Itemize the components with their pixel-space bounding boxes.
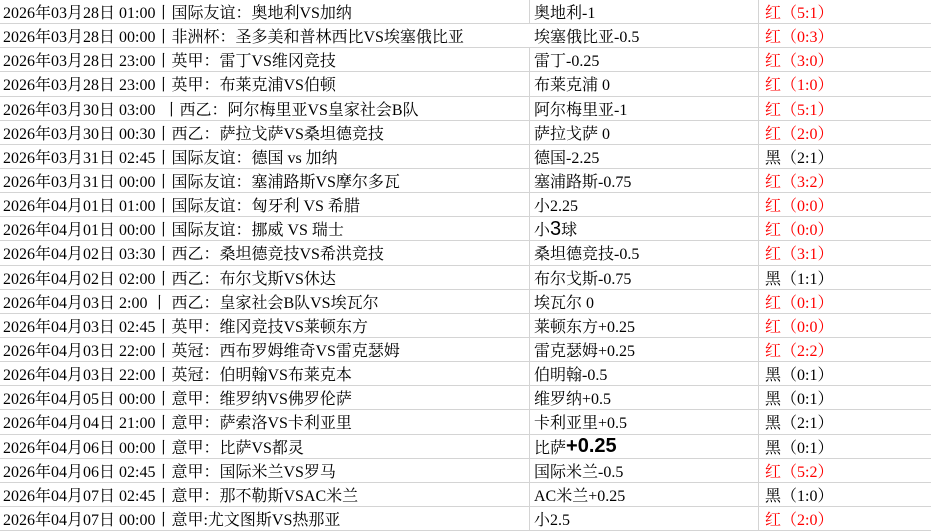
match-cell[interactable]: 2026年03月28日 00:00丨非洲杯：圣多美和普林西比VS埃塞俄比亚	[3, 29, 464, 47]
result-cell[interactable]: 红（0:0）	[765, 222, 834, 240]
table-row	[0, 338, 931, 362]
handicap-cell[interactable]: 布莱克浦 0	[534, 77, 611, 95]
handicap-cell[interactable]: 小2.5	[534, 512, 571, 530]
column-divider	[529, 241, 530, 264]
match-cell[interactable]: 2026年04月06日 02:45丨意甲：国际米兰VS罗马	[3, 463, 336, 481]
column-divider	[758, 410, 759, 433]
column-divider	[758, 145, 759, 168]
match-cell[interactable]: 2026年04月07日 00:00丨意甲:尤文图斯VS热那亚	[3, 512, 341, 530]
column-divider	[529, 48, 530, 71]
column-divider	[529, 338, 530, 361]
column-divider	[758, 121, 759, 144]
column-divider	[529, 0, 530, 23]
table-row	[0, 290, 931, 314]
column-divider	[529, 290, 530, 313]
match-cell[interactable]: 2026年04月01日 01:00丨国际友谊：匈牙利 VS 希腊	[3, 198, 360, 216]
handicap-cell[interactable]: 桑坦德竞技-0.5	[534, 246, 640, 264]
column-divider	[758, 24, 759, 47]
column-divider	[758, 266, 759, 289]
match-cell[interactable]: 2026年04月03日 02:45丨英甲：维冈竞技VS莱顿东方	[3, 318, 368, 336]
column-divider	[758, 97, 759, 120]
column-divider	[529, 97, 530, 120]
match-cell[interactable]: 2026年03月28日 23:00丨英甲：布莱克浦VS伯顿	[3, 77, 336, 95]
result-cell[interactable]: 红（3:2）	[765, 174, 834, 192]
handicap-cell[interactable]: 德国-2.25	[534, 149, 600, 167]
table-row	[0, 0, 931, 24]
table-row	[0, 121, 931, 145]
column-divider	[529, 314, 530, 337]
handicap-emphasis: 3	[550, 217, 562, 240]
column-divider	[758, 0, 759, 23]
match-cell[interactable]: 2026年03月30日 03:00 丨西乙：阿尔梅里亚VS皇家社会B队	[3, 101, 419, 119]
handicap-cell[interactable]: 国际米兰-0.5	[534, 463, 624, 481]
result-cell[interactable]: 黑（2:1）	[765, 149, 834, 167]
column-divider	[529, 410, 530, 433]
handicap-emphasis: +0.25	[566, 435, 617, 458]
result-cell[interactable]: 红（0:3）	[765, 29, 834, 47]
result-cell[interactable]: 红（5:1）	[765, 101, 834, 119]
column-divider	[758, 459, 759, 482]
result-cell[interactable]: 黑（2:1）	[765, 415, 834, 433]
column-divider	[758, 48, 759, 71]
table-row	[0, 193, 931, 217]
match-cell[interactable]: 2026年04月07日 02:45丨意甲：那不勒斯VSAC米兰	[3, 487, 359, 505]
table-row	[0, 48, 931, 72]
table-row	[0, 72, 931, 96]
table-row	[0, 483, 931, 507]
column-divider	[529, 193, 530, 216]
handicap-cell[interactable]: 伯明翰-0.5	[534, 367, 608, 385]
table-row	[0, 241, 931, 265]
table-row	[0, 145, 931, 169]
table-row	[0, 266, 931, 290]
column-divider	[529, 145, 530, 168]
match-cell[interactable]: 2026年04月02日 02:00丨西乙：布尔戈斯VS休达	[3, 270, 336, 288]
column-divider	[758, 217, 759, 240]
handicap-cell[interactable]: 雷丁-0.25	[534, 53, 600, 71]
result-cell[interactable]: 红（0:0）	[765, 198, 834, 216]
result-cell[interactable]: 黑（0:1）	[765, 439, 834, 457]
match-cell[interactable]: 2026年04月05日 00:00丨意甲：维罗纳VS佛罗伦萨	[3, 391, 352, 409]
result-cell[interactable]: 红（5:2）	[765, 463, 834, 481]
table-row	[0, 435, 931, 459]
column-divider	[529, 386, 530, 409]
result-cell[interactable]: 黑（1:0）	[765, 487, 834, 505]
handicap-cell[interactable]: 埃瓦尔 0	[534, 294, 595, 312]
column-divider	[529, 507, 530, 530]
result-cell[interactable]: 黑（0:1）	[765, 391, 834, 409]
handicap-cell[interactable]: 比萨 +0.25	[534, 435, 617, 458]
column-divider	[758, 169, 759, 192]
table-row	[0, 362, 931, 386]
match-cell[interactable]: 2026年04月03日 22:00丨英冠：西布罗姆维奇VS雷克瑟姆	[3, 343, 400, 361]
column-divider	[758, 386, 759, 409]
column-divider	[529, 217, 530, 240]
handicap-cell[interactable]: AC米兰+0.25	[534, 487, 626, 505]
handicap-cell[interactable]: 奥地利-1	[534, 5, 596, 23]
column-divider	[529, 121, 530, 144]
column-divider	[758, 507, 759, 530]
handicap-cell[interactable]: 萨拉戈萨 0	[534, 125, 611, 143]
result-cell[interactable]: 红（2:0）	[765, 512, 834, 530]
match-cell[interactable]: 2026年04月06日 00:00丨意甲：比萨VS都灵	[3, 439, 304, 457]
handicap-cell[interactable]: 雷克瑟姆+0.25	[534, 343, 636, 361]
match-cell[interactable]: 2026年04月03日 2:00 丨 西乙：皇家社会B队VS埃瓦尔	[3, 294, 379, 312]
column-divider	[529, 169, 530, 192]
match-cell[interactable]: 2026年04月01日 00:00丨国际友谊：挪威 VS 瑞士	[3, 222, 344, 240]
handicap-cell[interactable]: 莱顿东方+0.25	[534, 318, 636, 336]
column-divider	[758, 241, 759, 264]
table-row	[0, 410, 931, 434]
result-cell[interactable]: 黑（1:1）	[765, 270, 834, 288]
column-divider	[758, 435, 759, 458]
table-row	[0, 507, 931, 531]
handicap-cell[interactable]: 塞浦路斯-0.75	[534, 174, 632, 192]
handicap-cell[interactable]: 维罗纳+0.5	[534, 391, 612, 409]
table-row	[0, 24, 931, 48]
column-divider	[758, 193, 759, 216]
match-cell[interactable]: 2026年03月30日 00:30丨西乙：萨拉戈萨VS桑坦德竞技	[3, 125, 384, 143]
column-divider	[529, 72, 530, 95]
result-cell[interactable]: 红（2:2）	[765, 343, 834, 361]
column-divider	[758, 338, 759, 361]
match-cell[interactable]: 2026年03月31日 00:00丨国际友谊：塞浦路斯VS摩尔多瓦	[3, 174, 400, 192]
table-row	[0, 97, 931, 121]
column-divider	[529, 459, 530, 482]
column-divider	[529, 435, 530, 458]
handicap-cell[interactable]: 小 3 球	[534, 217, 578, 240]
column-divider	[758, 314, 759, 337]
match-cell[interactable]: 2026年04月04日 21:00丨意甲：萨索洛VS卡利亚里	[3, 415, 352, 433]
result-cell[interactable]: 黑（0:1）	[765, 367, 834, 385]
result-cell[interactable]: 红（2:0）	[765, 125, 834, 143]
column-divider	[529, 266, 530, 289]
column-divider	[529, 362, 530, 385]
column-divider	[758, 72, 759, 95]
table-row	[0, 314, 931, 338]
result-cell[interactable]: 红（3:1）	[765, 246, 834, 264]
handicap-cell[interactable]: 阿尔梅里亚-1	[534, 101, 628, 119]
column-divider	[758, 290, 759, 313]
handicap-cell[interactable]: 埃塞俄比亚-0.5	[534, 29, 640, 47]
column-divider	[758, 483, 759, 506]
result-cell[interactable]: 红（3:0）	[765, 53, 834, 71]
result-cell[interactable]: 红（1:0）	[765, 77, 834, 95]
handicap-cell[interactable]: 小2.25	[534, 198, 579, 216]
column-divider	[758, 362, 759, 385]
match-cell[interactable]: 2026年03月28日 01:00丨国际友谊：奥地利VS加纳	[3, 5, 352, 23]
table-row	[0, 169, 931, 193]
result-cell[interactable]: 红（0:1）	[765, 294, 834, 312]
match-cell[interactable]: 2026年03月31日 02:45丨国际友谊：德国 vs 加纳	[3, 149, 338, 167]
table-row	[0, 217, 931, 241]
handicap-cell[interactable]: 卡利亚里+0.5	[534, 415, 628, 433]
handicap-cell[interactable]: 布尔戈斯-0.75	[534, 270, 632, 288]
match-cell[interactable]: 2026年03月28日 23:00丨英甲：雷丁VS维冈竞技	[3, 53, 336, 71]
match-cell[interactable]: 2026年04月02日 03:30丨西乙：桑坦德竞技VS希洪竞技	[3, 246, 384, 264]
table-row	[0, 386, 931, 410]
match-cell[interactable]: 2026年04月03日 22:00丨英冠：伯明翰VS布莱克本	[3, 367, 352, 385]
result-cell[interactable]: 红（0:0）	[765, 318, 834, 336]
result-cell[interactable]: 红（5:1）	[765, 5, 834, 23]
column-divider	[529, 483, 530, 506]
table-row	[0, 459, 931, 483]
